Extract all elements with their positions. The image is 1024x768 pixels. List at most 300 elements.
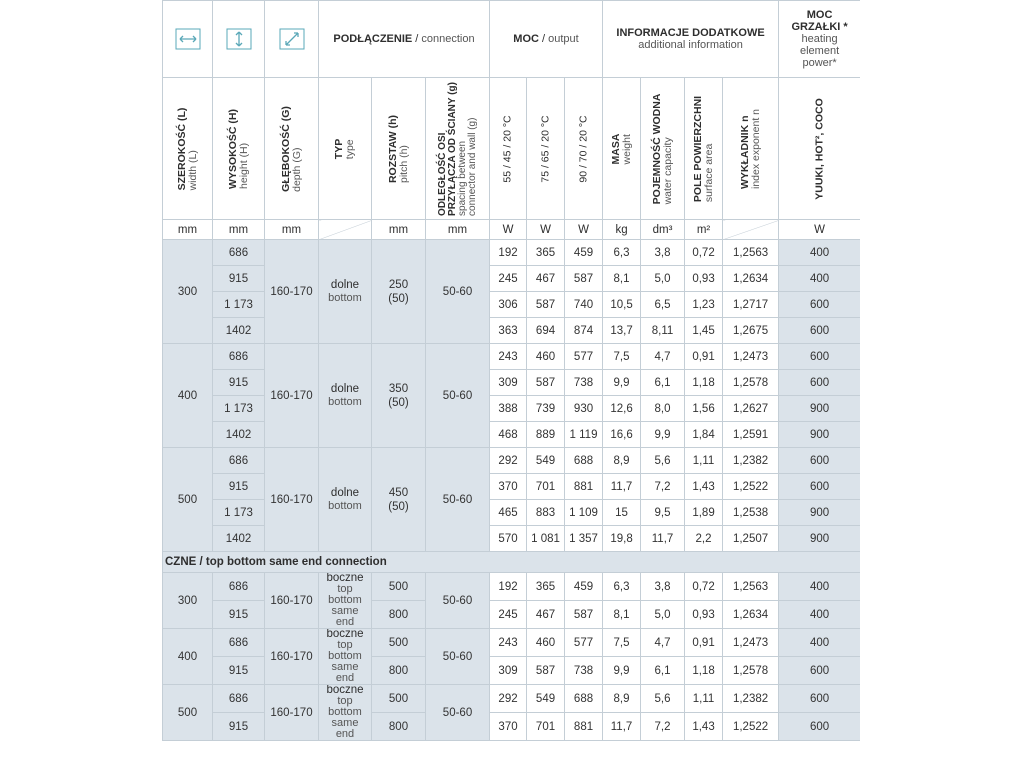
models-header: YUUKI, HOT², COCO [813, 97, 826, 200]
type-pl: boczne [326, 684, 364, 696]
info-header-en: additional information [638, 39, 743, 51]
output-55-cell: 570 [490, 526, 527, 552]
output-75-cell: 365 [527, 240, 565, 266]
unit-cell: mm [426, 220, 490, 240]
output-75-cell: 883 [527, 500, 565, 526]
spacing-cell: 50-60 [426, 685, 490, 741]
output-75-col-header [527, 78, 565, 220]
spec-table-body [163, 240, 861, 741]
heater-header-l4: element [800, 45, 840, 57]
exponent-cell: 1,2717 [723, 292, 779, 318]
mass-cell: 8,1 [603, 266, 641, 292]
pitch-cell [372, 448, 426, 552]
surface-cell: 0,93 [685, 266, 723, 292]
surface-cell: 1,23 [685, 292, 723, 318]
depth-icon-cell [265, 1, 319, 78]
section-title-en: top bottom same end connection [205, 556, 387, 568]
heater-cell: 900 [779, 526, 860, 552]
type-header-pl: TYP [333, 138, 345, 159]
output-header [490, 1, 603, 78]
heater-cell: 600 [779, 474, 860, 500]
type-pl: boczne [326, 628, 364, 640]
width-cell: 400 [163, 629, 213, 685]
exponent-cell: 1,2563 [723, 240, 779, 266]
output-90-header: 90 / 70 / 20 °C [577, 114, 590, 183]
height-cell: 686 [213, 685, 265, 713]
mass-header-en: weight [620, 133, 633, 164]
width-cell: 400 [163, 344, 213, 448]
surface-cell: 1,18 [685, 370, 723, 396]
surface-cell: 1,18 [685, 657, 723, 685]
connection-header [319, 1, 490, 78]
unit-cell: kg [603, 220, 641, 240]
models-col-header [779, 78, 860, 220]
type-pl: dolne [330, 278, 360, 291]
water-cell: 3,8 [641, 240, 685, 266]
mass-cell: 10,5 [603, 292, 641, 318]
type-col-header [319, 78, 372, 220]
height-cell: 1 173 [213, 500, 265, 526]
exponent-cell: 1,2522 [723, 713, 779, 741]
output-75-cell: 694 [527, 318, 565, 344]
pitch-value: 450 [388, 486, 409, 499]
width-col-header [163, 78, 213, 220]
output-55-col-header [490, 78, 527, 220]
type-cell [319, 240, 372, 344]
height-cell: 1402 [213, 318, 265, 344]
type-en-part: bottom [328, 650, 362, 662]
width-cell: 300 [163, 573, 213, 629]
unit-cell: W [490, 220, 527, 240]
height-cell: 686 [213, 344, 265, 370]
width-cell: 500 [163, 685, 213, 741]
surface-cell: 1,43 [685, 713, 723, 741]
width-arrows-icon [175, 28, 201, 50]
heater-cell: 600 [779, 344, 860, 370]
heater-cell: 400 [779, 240, 860, 266]
mass-cell: 15 [603, 500, 641, 526]
exponent-cell: 1,2538 [723, 500, 779, 526]
exponent-cell: 1,2382 [723, 448, 779, 474]
heater-header-l3: heating [801, 33, 838, 45]
water-cell: 5,6 [641, 448, 685, 474]
output-header-pl: MOC [513, 33, 539, 45]
radiator-spec-table [162, 0, 860, 741]
pitch-col-header [372, 78, 426, 220]
heater-header-l1: MOC [806, 9, 833, 21]
mass-cell: 16,6 [603, 422, 641, 448]
output-90-cell: 1 119 [565, 422, 603, 448]
table-row [163, 344, 861, 370]
height-header-en: height (H) [237, 142, 250, 189]
width-cell: 300 [163, 240, 213, 344]
output-55-cell: 306 [490, 292, 527, 318]
height-cell: 915 [213, 474, 265, 500]
water-cell: 4,7 [641, 344, 685, 370]
type-en-part: bottom [328, 594, 362, 606]
spacing-cell: 50-60 [426, 240, 490, 344]
output-90-cell: 738 [565, 657, 603, 685]
pitch-header-en: pitch (h) [397, 144, 410, 183]
output-75-cell: 467 [527, 266, 565, 292]
surface-cell: 1,11 [685, 448, 723, 474]
width-header-pl: SZEROKOŚĆ (L) [175, 107, 188, 190]
type-en: bottom [328, 395, 362, 408]
water-cell: 8,11 [641, 318, 685, 344]
pitch-cell: 500 [372, 685, 426, 713]
height-cell: 686 [213, 573, 265, 601]
depth-header-en: depth (G) [290, 147, 303, 192]
unit-cell: mm [163, 220, 213, 240]
exponent-cell: 1,2634 [723, 266, 779, 292]
type-pl: dolne [330, 486, 360, 499]
mass-cell: 8,1 [603, 601, 641, 629]
surface-cell: 0,91 [685, 344, 723, 370]
mass-cell: 6,3 [603, 573, 641, 601]
output-75-cell: 701 [527, 474, 565, 500]
output-55-cell: 388 [490, 396, 527, 422]
height-cell: 1 173 [213, 292, 265, 318]
heater-power-header [779, 1, 860, 78]
pitch-cell: 500 [372, 573, 426, 601]
exponent-cell: 1,2627 [723, 396, 779, 422]
heater-cell: 600 [779, 370, 860, 396]
exponent-header-pl: WYKŁADNIK n [738, 114, 751, 189]
height-cell: 1402 [213, 526, 265, 552]
depth-cell: 160-170 [265, 685, 319, 741]
exponent-cell: 1,2634 [723, 601, 779, 629]
output-55-cell: 243 [490, 344, 527, 370]
heater-header-l5: power* [802, 57, 837, 69]
exponent-cell: 1,2522 [723, 474, 779, 500]
pitch-cell: 800 [372, 601, 426, 629]
heater-cell: 400 [779, 266, 860, 292]
type-en: bottom [328, 291, 362, 304]
type-en-part: end [335, 728, 355, 740]
output-90-col-header [565, 78, 603, 220]
unit-cell: W [527, 220, 565, 240]
output-55-cell: 192 [490, 240, 527, 266]
exponent-cell: 1,2473 [723, 344, 779, 370]
height-cell: 686 [213, 240, 265, 266]
unit-cell: mm [372, 220, 426, 240]
table-row [163, 629, 861, 657]
exponent-cell: 1,2591 [723, 422, 779, 448]
pitch-cell: 800 [372, 713, 426, 741]
type-header-en: type [344, 138, 356, 159]
table-row [163, 573, 861, 601]
width-icon-cell [163, 1, 213, 78]
output-55-cell: 292 [490, 685, 527, 713]
mass-cell: 11,7 [603, 713, 641, 741]
water-cell: 4,7 [641, 629, 685, 657]
type-en-part: bottom [328, 706, 362, 718]
pitch-value: 250 [388, 278, 409, 291]
output-55-header: 55 / 45 / 20 °C [501, 114, 514, 183]
additional-info-header [603, 1, 779, 78]
depth-cell: 160-170 [265, 240, 319, 344]
heater-cell: 400 [779, 629, 860, 657]
output-90-cell: 587 [565, 601, 603, 629]
height-header-pl: WYSOKOŚĆ (H) [226, 108, 239, 189]
water-cell: 9,5 [641, 500, 685, 526]
surface-cell: 1,84 [685, 422, 723, 448]
exponent-cell: 1,2382 [723, 685, 779, 713]
water-cell: 3,8 [641, 573, 685, 601]
exponent-col-header [723, 78, 779, 220]
depth-col-header [265, 78, 319, 220]
output-55-cell: 370 [490, 474, 527, 500]
mass-cell: 7,5 [603, 344, 641, 370]
heater-cell: 600 [779, 292, 860, 318]
output-90-cell: 1 109 [565, 500, 603, 526]
surface-col-header [685, 78, 723, 220]
water-header-pl: POJEMNOŚĆ WODNA [650, 93, 663, 204]
height-cell: 915 [213, 370, 265, 396]
header-top-row [163, 1, 861, 78]
output-90-cell: 459 [565, 573, 603, 601]
surface-cell: 1,45 [685, 318, 723, 344]
surface-cell: 0,91 [685, 629, 723, 657]
spacing-header-pl2: PRZYŁĄCZA OD ŚCIANY (g) [446, 81, 458, 216]
output-55-cell: 292 [490, 448, 527, 474]
output-75-cell: 467 [527, 601, 565, 629]
table-row [163, 240, 861, 266]
type-pl: boczne [326, 572, 364, 584]
surface-cell: 1,43 [685, 474, 723, 500]
output-75-cell: 701 [527, 713, 565, 741]
pitch-cell: 500 [372, 629, 426, 657]
output-75-cell: 889 [527, 422, 565, 448]
mass-cell: 7,5 [603, 629, 641, 657]
output-90-cell: 881 [565, 474, 603, 500]
water-cell: 6,1 [641, 657, 685, 685]
spacing-header-en2: connector and wall (g) [466, 117, 478, 216]
surface-cell: 1,11 [685, 685, 723, 713]
type-en-part: end [335, 616, 355, 628]
output-90-cell: 738 [565, 370, 603, 396]
mass-cell: 11,7 [603, 474, 641, 500]
mass-cell: 13,7 [603, 318, 641, 344]
type-cell [319, 685, 372, 741]
output-90-cell: 688 [565, 685, 603, 713]
height-cell: 915 [213, 266, 265, 292]
spacing-cell: 50-60 [426, 344, 490, 448]
depth-cell: 160-170 [265, 573, 319, 629]
output-header-sep: / [538, 33, 549, 45]
unit-cell: dm³ [641, 220, 685, 240]
unit-cell: W [779, 220, 860, 240]
surface-header-pl: POLE POWIERZCHNI [691, 95, 704, 202]
output-90-cell: 874 [565, 318, 603, 344]
height-col-header [213, 78, 265, 220]
mass-cell: 9,9 [603, 370, 641, 396]
exponent-cell: 1,2473 [723, 629, 779, 657]
heater-cell: 600 [779, 657, 860, 685]
unit-cell: mm [265, 220, 319, 240]
mass-col-header [603, 78, 641, 220]
depth-arrows-icon [279, 28, 305, 50]
pitch-sub: (50) [388, 500, 409, 513]
type-en-part: same [331, 661, 359, 673]
height-arrows-icon [226, 28, 252, 50]
output-75-cell: 1 081 [527, 526, 565, 552]
output-55-cell: 245 [490, 601, 527, 629]
water-cell: 5,6 [641, 685, 685, 713]
spacing-col-header [426, 78, 490, 220]
mass-cell: 8,9 [603, 448, 641, 474]
output-75-cell: 549 [527, 448, 565, 474]
type-cell [319, 629, 372, 685]
height-cell: 915 [213, 601, 265, 629]
width-header-en: width (L) [186, 149, 199, 190]
type-en-part: top [337, 583, 353, 595]
output-75-cell: 460 [527, 344, 565, 370]
output-75-cell: 460 [527, 629, 565, 657]
height-cell: 915 [213, 657, 265, 685]
type-cell [319, 448, 372, 552]
depth-cell: 160-170 [265, 448, 319, 552]
output-55-cell: 370 [490, 713, 527, 741]
mass-cell: 9,9 [603, 657, 641, 685]
section-title [163, 552, 861, 573]
spacing-cell: 50-60 [426, 448, 490, 552]
section-title-pl: CZNE [165, 556, 197, 568]
output-55-cell: 468 [490, 422, 527, 448]
heater-cell: 400 [779, 601, 860, 629]
table-row [163, 448, 861, 474]
water-cell: 9,9 [641, 422, 685, 448]
height-cell: 686 [213, 448, 265, 474]
depth-cell: 160-170 [265, 629, 319, 685]
exponent-cell: 1,2578 [723, 657, 779, 685]
output-55-cell: 243 [490, 629, 527, 657]
heater-cell: 900 [779, 396, 860, 422]
surface-cell: 0,72 [685, 240, 723, 266]
exponent-cell: 1,2675 [723, 318, 779, 344]
unit-cell-empty [723, 220, 779, 240]
output-90-cell: 459 [565, 240, 603, 266]
surface-cell: 0,93 [685, 601, 723, 629]
type-en-part: same [331, 605, 359, 617]
water-col-header [641, 78, 685, 220]
output-55-cell: 309 [490, 657, 527, 685]
unit-cell: mm [213, 220, 265, 240]
pitch-cell [372, 240, 426, 344]
section-divider-row [163, 552, 861, 573]
output-55-cell: 309 [490, 370, 527, 396]
exponent-header-en: index exponent n [749, 108, 762, 189]
output-90-cell: 740 [565, 292, 603, 318]
type-pl: dolne [330, 382, 360, 395]
heater-cell: 400 [779, 573, 860, 601]
output-75-cell: 587 [527, 370, 565, 396]
heater-cell: 600 [779, 713, 860, 741]
output-90-cell: 577 [565, 629, 603, 657]
depth-cell: 160-170 [265, 344, 319, 448]
surface-header-en: surface area [702, 143, 715, 202]
output-75-cell: 365 [527, 573, 565, 601]
heater-cell: 600 [779, 685, 860, 713]
output-90-cell: 930 [565, 396, 603, 422]
unit-cell: m² [685, 220, 723, 240]
connection-header-sep: / [412, 33, 422, 45]
output-75-cell: 739 [527, 396, 565, 422]
spacing-cell: 50-60 [426, 573, 490, 629]
surface-cell: 1,89 [685, 500, 723, 526]
output-90-cell: 587 [565, 266, 603, 292]
section-title-sep: / [196, 556, 206, 568]
mass-cell: 19,8 [603, 526, 641, 552]
type-en-part: top [337, 639, 353, 651]
type-en: bottom [328, 499, 362, 512]
water-cell: 5,0 [641, 601, 685, 629]
unit-cell: W [565, 220, 603, 240]
output-90-cell: 1 357 [565, 526, 603, 552]
connection-header-en: connection [421, 33, 475, 45]
output-75-cell: 587 [527, 292, 565, 318]
output-75-cell: 587 [527, 657, 565, 685]
exponent-cell: 1,2507 [723, 526, 779, 552]
output-90-cell: 577 [565, 344, 603, 370]
output-55-cell: 192 [490, 573, 527, 601]
type-en-part: end [335, 672, 355, 684]
pitch-header-pl: ROZSTAW (h) [386, 114, 399, 183]
water-cell: 5,0 [641, 266, 685, 292]
water-cell: 6,1 [641, 370, 685, 396]
output-75-cell: 549 [527, 685, 565, 713]
depth-header-pl: GŁĘBOKOŚĆ (G) [279, 105, 292, 192]
exponent-cell: 1,2578 [723, 370, 779, 396]
surface-cell: 1,56 [685, 396, 723, 422]
output-header-en: output [548, 33, 579, 45]
mass-header-pl: MASA [609, 133, 622, 164]
pitch-cell [372, 344, 426, 448]
type-cell [319, 573, 372, 629]
output-55-cell: 465 [490, 500, 527, 526]
surface-cell: 0,72 [685, 573, 723, 601]
heater-cell: 900 [779, 500, 860, 526]
mass-cell: 12,6 [603, 396, 641, 422]
heater-cell: 600 [779, 448, 860, 474]
heater-cell: 900 [779, 422, 860, 448]
heater-header-l2: GRZAŁKI * [791, 21, 848, 33]
output-90-cell: 688 [565, 448, 603, 474]
height-icon-cell [213, 1, 265, 78]
height-cell: 1 173 [213, 396, 265, 422]
water-header-en: water capacity [661, 136, 674, 204]
table-row [163, 685, 861, 713]
unit-cell-empty [319, 220, 372, 240]
pitch-sub: (50) [388, 396, 409, 409]
output-90-cell: 881 [565, 713, 603, 741]
height-cell: 1402 [213, 422, 265, 448]
header-rotated-row [163, 78, 861, 220]
output-55-cell: 363 [490, 318, 527, 344]
type-en-part: top [337, 695, 353, 707]
spacing-cell: 50-60 [426, 629, 490, 685]
heater-cell: 600 [779, 318, 860, 344]
output-55-cell: 245 [490, 266, 527, 292]
water-cell: 6,5 [641, 292, 685, 318]
pitch-cell: 800 [372, 657, 426, 685]
exponent-cell: 1,2563 [723, 573, 779, 601]
height-cell: 686 [213, 629, 265, 657]
water-cell: 7,2 [641, 713, 685, 741]
height-cell: 915 [213, 713, 265, 741]
units-row [163, 220, 861, 240]
type-cell [319, 344, 372, 448]
